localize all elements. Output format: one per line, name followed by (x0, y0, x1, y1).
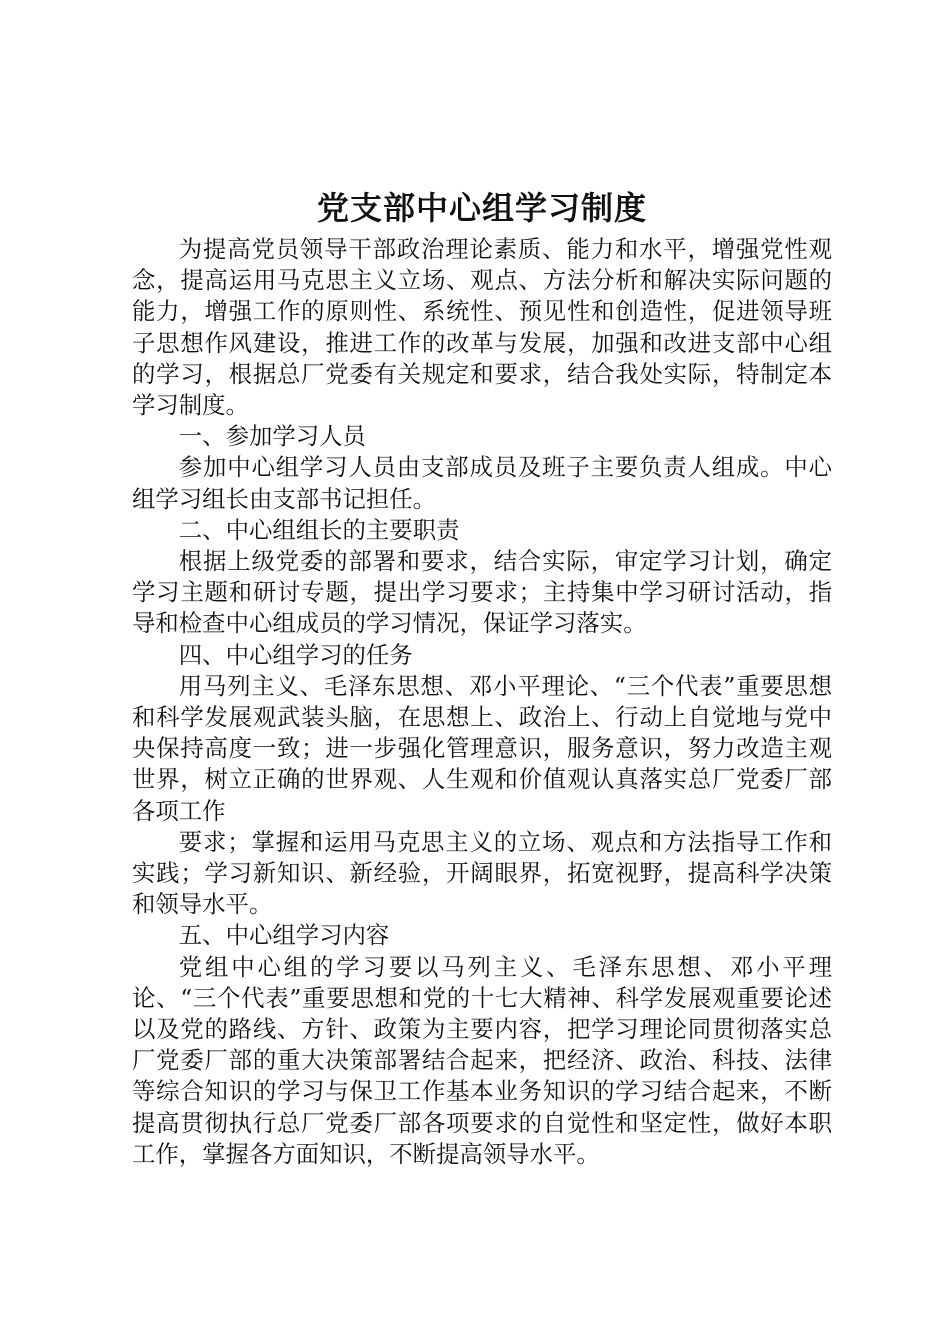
section-heading-tasks: 四、中心组学习的任务 (178, 640, 413, 669)
section-heading-leader-duties: 二、中心组组长的主要职责 (178, 515, 460, 544)
section-heading-participants: 一、参加学习人员 (178, 422, 366, 451)
leader-duties-paragraph: 根据上级党委的部署和要求，结合实际，审定学习计划，确定学习主题和研讨专题，提出学习要求；主持集中学习研讨活动，指导和检查中心组成员的学习情况，保证学习落实。 (132, 547, 832, 638)
section-heading-content: 五、中心组学习内容 (178, 921, 390, 950)
intro-paragraph: 为提高党员领导干部政治理论素质、能力和水平，增强党性观念，提高运用马克思主义立场、观点、方法分析和解决实际问题的能力，增强工作的原则性、系统性、预见性和创造性，促进领导班子思想作风建设，推进工作的改革与发展，加强和改进支部中心组的学习，根据总厂党委有关规定和要求，结合我处实际，特制定本学习制度。 (132, 235, 832, 420)
tasks-continuation-paragraph: 要求；掌握和运用马克思主义的立场、观点和方法指导工作和实践；学习新知识、新经验，开阔眼界，拓宽视野，提高科学决策和领导水平。 (132, 827, 832, 919)
tasks-paragraph: 用马列主义、毛泽东思想、邓小平理论、“三个代表”重要思想和科学发展观武装头脑，在思想上、政治上、行动上自觉地与党中央保持高度一致；进一步强化管理意识，服务意识，努力改造主观世界，树立正确的世界观、人生观和价值观认真落实总厂党委厂部各项工作 (132, 671, 832, 825)
document-title: 党支部中心组学习制度 (316, 189, 647, 227)
participants-paragraph: 参加中心组学习人员由支部成员及班子主要负责人组成。中心组学习组长由支部书记担任。 (132, 453, 832, 513)
document-page (132, 186, 832, 1170)
content-paragraph: 党组中心组的学习要以马列主义、毛泽东思想、邓小平理论、“三个代表”重要思想和党的十七大精神、科学发展观重要论述以及党的路线、方针、政策为主要内容，把学习理论同贯彻落实总厂党委厂部的重大决策部署结合起来，把经济、政治、科技、法律等综合知识的学习与保卫工作基本业务知识的学习结合起来，不断提高贯彻执行总厂党委厂部各项要求的自觉性和坚定性，做好本职工作，掌握各方面知识，不断提高领导水平。 (132, 952, 832, 1168)
